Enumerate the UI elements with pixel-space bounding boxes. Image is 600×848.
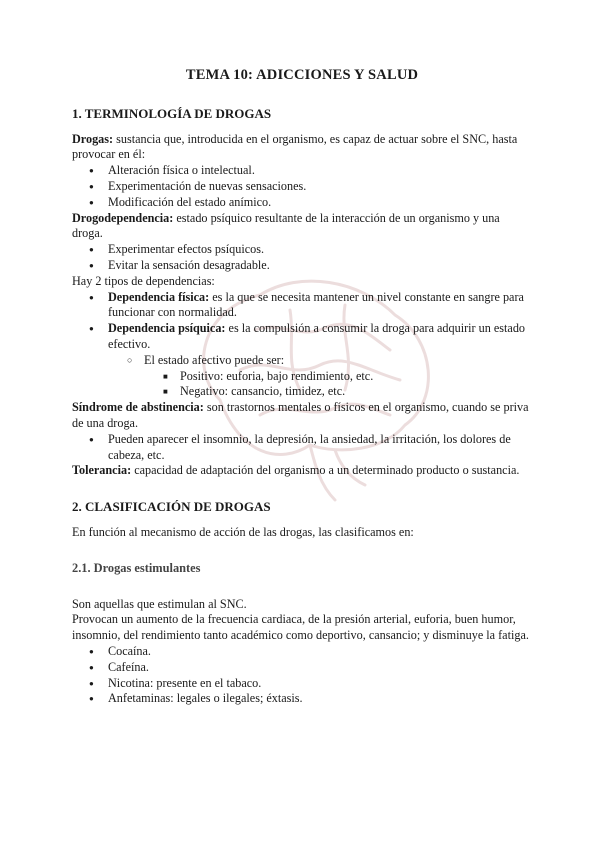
list-item: ● Nicotina: presente en el tabaco. <box>108 676 532 692</box>
list-item: ● Evitar la sensación desagradable. <box>108 258 532 274</box>
estado-afectivo-list <box>108 353 532 400</box>
list-item: ● Experimentar efectos psíquicos. <box>108 242 532 258</box>
definition-drogas <box>72 132 532 164</box>
estimulantes-list <box>72 644 532 707</box>
drogas-list <box>72 163 532 210</box>
term-dependencia-psiquica: Dependencia psíquica: <box>108 321 226 336</box>
document-title: TEMA 10: ADICCIONES Y SALUD <box>185 67 419 83</box>
list-item: ● Cafeína. <box>108 660 532 676</box>
list-item: ● Pueden aparecer el insomnio, la depresión, la ansiedad, la irritación, los dolores de cabeza, etc. <box>108 432 532 464</box>
term-abstinencia: Síndrome de abstinencia: <box>72 400 204 415</box>
estimulantes-paragraph-1: Son aquellas que estimulan al SNC. <box>72 596 247 611</box>
drogodependencia-list <box>72 242 532 274</box>
spacer <box>72 587 532 597</box>
definition-drogas-text: sustancia que, introducida en el organismo, es capaz de actuar sobre el SNC, hasta provocar en él: <box>72 131 518 162</box>
definition-drogodependencia-text: estado psíquico resultante de la interacción de un organismo y una droga. <box>72 210 500 241</box>
term-dependencia-fisica: Dependencia física: <box>108 289 210 304</box>
list-item: ■ Positivo: euforia, bajo rendimiento, etc. <box>180 369 532 385</box>
definition-abstinencia-text: son trastornos mentales o físicos en el organismo, cuando se priva de una droga. <box>72 400 529 430</box>
definition-drogodependencia <box>72 211 532 243</box>
list-item: ● Cocaína. <box>108 644 532 660</box>
dependencia-psiquica-text: es la compulsión a consumir la droga para adquirir un estado efectivo. <box>108 321 526 351</box>
document-page <box>72 68 532 707</box>
term-tolerancia: Tolerancia: <box>72 463 132 478</box>
spacer <box>72 479 532 499</box>
tipos-dependencias-intro: Hay 2 tipos de dependencias: <box>72 273 215 288</box>
spacer <box>72 541 532 561</box>
list-item: ● Experimentación de nuevas sensaciones. <box>108 179 532 195</box>
estado-afectivo-sublist <box>144 369 532 401</box>
estado-afectivo-text: El estado afectivo puede ser: <box>144 352 285 367</box>
list-item: ■ Negativo: cansancio, timidez, etc. <box>180 384 532 400</box>
definition-tolerancia <box>72 463 532 479</box>
definition-abstinencia <box>72 400 532 432</box>
list-item-estado-afectivo <box>144 353 532 400</box>
list-item: ● Modificación del estado anímico. <box>108 195 532 211</box>
dependencia-fisica-text: es la que se necesita mantener un nivel constante en sangre para funcionar con normalidad. <box>108 289 524 320</box>
term-drogas: Drogas: <box>72 131 114 146</box>
term-drogodependencia: Drogodependencia: <box>72 210 174 225</box>
abstinencia-list <box>72 432 532 464</box>
definition-tolerancia-text: capacidad de adaptación del organismo a un determinado producto o sustancia. <box>131 463 520 478</box>
section-2-heading: 2. CLASIFICACIÓN DE DROGAS <box>72 499 271 515</box>
section-2-intro: En función al mecanismo de acción de las drogas, las clasificamos en: <box>72 524 414 539</box>
list-item: ● Anfetaminas: legales o ilegales; éxtasis. <box>108 691 532 707</box>
subsection-2-1-heading: 2.1. Drogas estimulantes <box>72 560 201 575</box>
dependencias-list <box>72 290 532 401</box>
list-item-dependencia-fisica <box>108 290 532 322</box>
list-item-dependencia-psiquica <box>108 321 532 400</box>
section-1-heading: 1. TERMINOLOGÍA DE DROGAS <box>72 105 272 121</box>
estimulantes-paragraph-2: Provocan un aumento de la frecuencia cardiaca, de la presión arterial, euforia, buen humor, insomnio, del rendimiento tanto académico como deportivo, cansancio; y disminuye la fatiga. <box>72 612 529 643</box>
list-item: ● Alteración física o intelectual. <box>108 163 532 179</box>
